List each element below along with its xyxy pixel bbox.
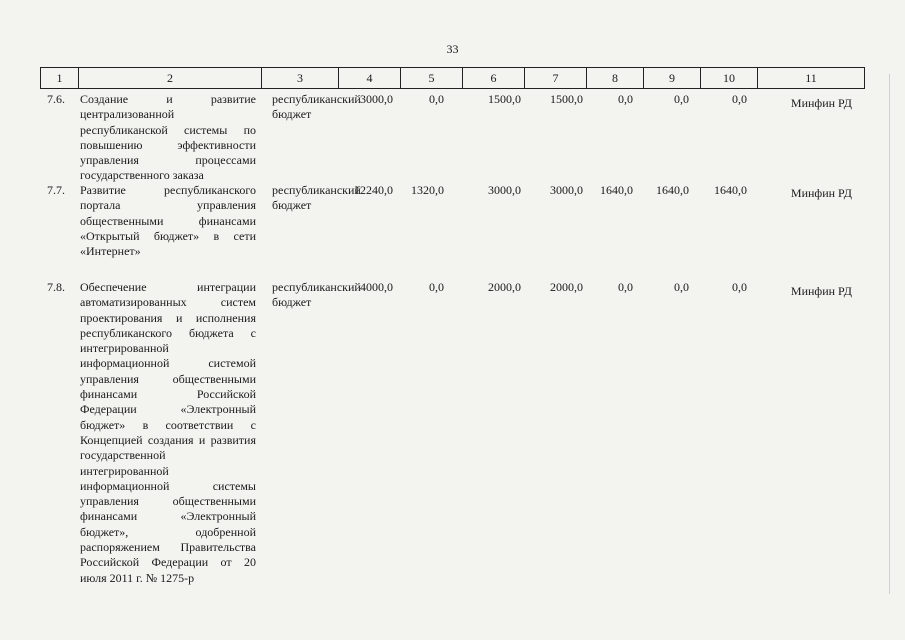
value-col-5: 1320,0 [411, 183, 444, 197]
value-col-4: 12240,0 [354, 183, 393, 197]
scan-edge-line [889, 74, 890, 594]
column-header-10: 10 [701, 68, 758, 89]
column-header-5: 5 [401, 68, 463, 89]
value-col-6: 3000,0 [488, 183, 521, 197]
column-header-8: 8 [587, 68, 644, 89]
value-col-7: 3000,0 [550, 183, 583, 197]
row-number: 7.7. [47, 183, 65, 197]
row-executor: Минфин РД [790, 186, 852, 200]
value-col-9: 0,0 [674, 92, 689, 106]
row-description: Создание и развитие централизованной республиканской системы по повышению эффективности управления процессами государственного заказа [80, 92, 256, 183]
value-col-8: 0,0 [618, 92, 633, 106]
value-col-5: 0,0 [429, 280, 444, 294]
value-col-6: 1500,0 [488, 92, 521, 106]
column-header-7: 7 [525, 68, 587, 89]
value-col-6: 2000,0 [488, 280, 521, 294]
value-col-4: 3000,0 [360, 92, 393, 106]
value-col-5: 0,0 [429, 92, 444, 106]
value-col-8: 1640,0 [600, 183, 633, 197]
value-col-4: 4000,0 [360, 280, 393, 294]
column-header-table [40, 67, 865, 89]
row-number: 7.6. [47, 92, 65, 106]
row-funding-source: республиканский бюджет [272, 183, 361, 213]
row-funding-source: республиканский бюджет [272, 92, 361, 122]
row-number: 7.8. [47, 280, 65, 294]
row-funding-source: республиканский бюджет [272, 280, 361, 310]
column-header-11: 11 [758, 68, 865, 89]
page-number: 33 [446, 42, 459, 56]
column-header-2: 2 [79, 68, 262, 89]
column-header-4: 4 [339, 68, 401, 89]
value-col-9: 1640,0 [656, 183, 689, 197]
row-description: Развитие республиканского портала управления общественными финансами «Открытый бюджет» в сети «Интернет» [80, 183, 256, 259]
row-description: Обеспечение интеграции автоматизированных систем проектирования и исполнения республиканского бюджета с интегрированной информационной системой управления общественными финансами Российской Федерации «Электронный бюджет» в соответствии с Концепцией создания и развития государственной интегрированной информационной системы управления общественными финансами «Электронный бюджет», одобренной распоряжением Правительства Российской Федерации от 20 июля 2011 г. № 1275-р [80, 280, 256, 585]
value-col-9: 0,0 [674, 280, 689, 294]
value-col-7: 1500,0 [550, 92, 583, 106]
row-executor: Минфин РД [790, 284, 852, 298]
column-header-9: 9 [644, 68, 701, 89]
column-header-3: 3 [262, 68, 339, 89]
value-col-10: 0,0 [732, 92, 747, 106]
value-col-10: 0,0 [732, 280, 747, 294]
column-header-1: 1 [41, 68, 79, 89]
value-col-8: 0,0 [618, 280, 633, 294]
column-header-6: 6 [463, 68, 525, 89]
value-col-7: 2000,0 [550, 280, 583, 294]
row-executor: Минфин РД [790, 96, 852, 110]
value-col-10: 1640,0 [714, 183, 747, 197]
